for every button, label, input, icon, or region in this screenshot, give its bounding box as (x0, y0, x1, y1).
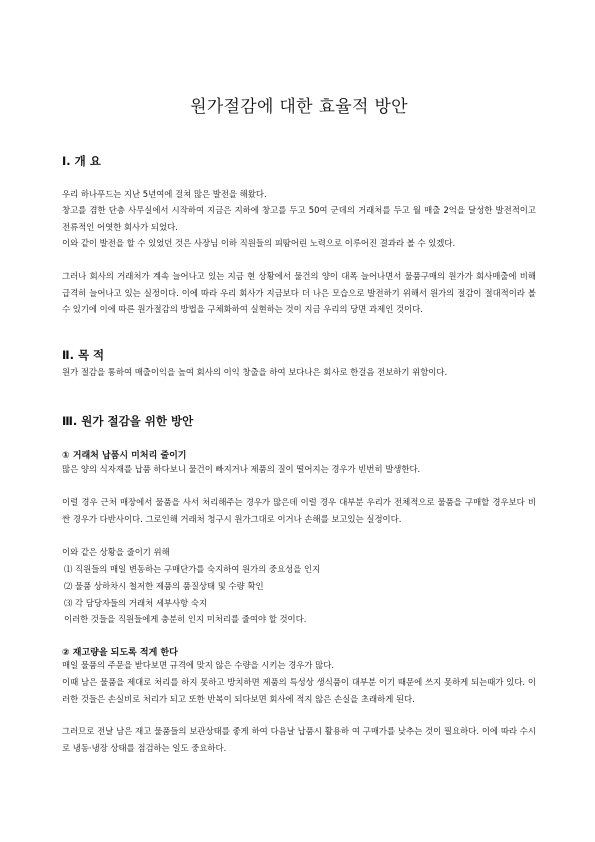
subsection-2-paragraph-1: 매일 물품의 주문을 받다보면 규격에 맞지 않은 수량을 시키는 경우가 많다. (62, 660, 334, 670)
subsection-1-closing: 이러한 것들을 직원들에게 충분히 인지 미처리를 줄여야 할 것이다. (64, 614, 307, 624)
section-heading-methods: Ⅲ. 원가 절감을 위한 방안 (62, 414, 194, 428)
subsection-heading-1: ① 거래처 납품시 미처리 줄이기 (62, 451, 187, 461)
list-item-2: ⑵ 물품 상하차시 철저한 제품의 품질상태 및 수량 확인 (64, 581, 264, 591)
subsection-heading-2: ② 재고량을 되도록 적게 한다 (62, 648, 178, 658)
subsection-2-paragraph-3: 그러므로 전날 남은 재고 물품들의 보관상태를 좋게 하여 다음날 납품시 활용하 여 구매가를 낮추는 것이 필요하다. 이에 따라 수시로 냉동·냉장 상태를 점검하는 일도 중요하다. (62, 726, 536, 753)
subsection-1-paragraph-3: 이와 같은 상황을 줄이기 위해 (62, 547, 170, 557)
list-item-1: ⑴ 직원들의 매일 변동하는 구매단가를 숙지하여 원가의 중요성을 인지 (64, 564, 321, 574)
subsection-1-paragraph-1: 많은 양의 식자재를 납품 하다보니 물건이 빠지거나 제품의 질이 떨어지는 경우가 빈번히 발생한다. (62, 464, 421, 474)
overview-paragraph-2: 창고를 겸한 단층 사무실에서 시작하여 지금은 지하에 창고를 두고 50여 군데의 거래처를 두고 월 매출 2억을 달성한 발전적이고 전류적인 어엿한 회사가 되었다. (62, 205, 536, 232)
overview-paragraph-1: 우리 하나푸드는 지난 5년여에 걸쳐 많은 발전을 해왔다. (62, 189, 267, 199)
list-item-3: ⑶ 각 담당자들의 거래처 세부사항 숙지 (64, 598, 208, 608)
section-heading-purpose: Ⅱ. 목 적 (62, 348, 105, 362)
overview-paragraph-3: 이와 같이 발전을 할 수 있었던 것은 사장님 이하 직원들의 피땀어린 노력으로 이루어진 결과라 볼 수 있겠다. (62, 238, 456, 248)
subsection-2-paragraph-2: 이때 남은 물품을 제대로 처리를 하지 못하고 방치하면 제품의 특성상 생식품이 대부분 이기 때문에 쓰지 못하게 되는때가 있다. 이러한 것들은 손실비로 처리가 되고 또한 반복이 되다보면 회사에 적지 않은 손실을 초래하게 된다. (62, 677, 536, 704)
subsection-1-paragraph-2: 이럴 경우 근처 매장에서 물품을 사서 처리해주는 경우가 많은데 이럴 경우 대부분 우리가 전체적으로 물품을 구매할 경우보다 비싼 경우가 다반사이다. 그로인해 거래처 청구시 원가그대로 이거나 손해를 보고있는 실정이다. (62, 497, 536, 524)
purpose-paragraph: 원가 절감을 통하여 매출이익을 높여 회사의 이익 창출을 하여 보다나은 회사로 한걸음 전보하기 위함이다. (62, 367, 448, 377)
overview-paragraph-4: 그러나 회사의 거래처가 계속 늘어나고 있는 지금 현 상황에서 물건의 양이 대폭 늘어나면서 물품구매의 원가가 회사매출에 비해 급격히 늘어나고 있는 실정이다. 이에 따라 우리 회사가 지금보다 더 나은 모습으로 발전하기 위해서 원가의 절감이 절대적이라 볼 수 있기에 이에 따른 원가절감의 방법을 구체화하여 실현하는 것이 지금 우리의 당면 과제인 것이다. (62, 271, 536, 314)
section-heading-overview: Ⅰ. 개 요 (62, 154, 101, 168)
document-title: 원가절감에 대한 효율적 방안 (190, 97, 408, 117)
